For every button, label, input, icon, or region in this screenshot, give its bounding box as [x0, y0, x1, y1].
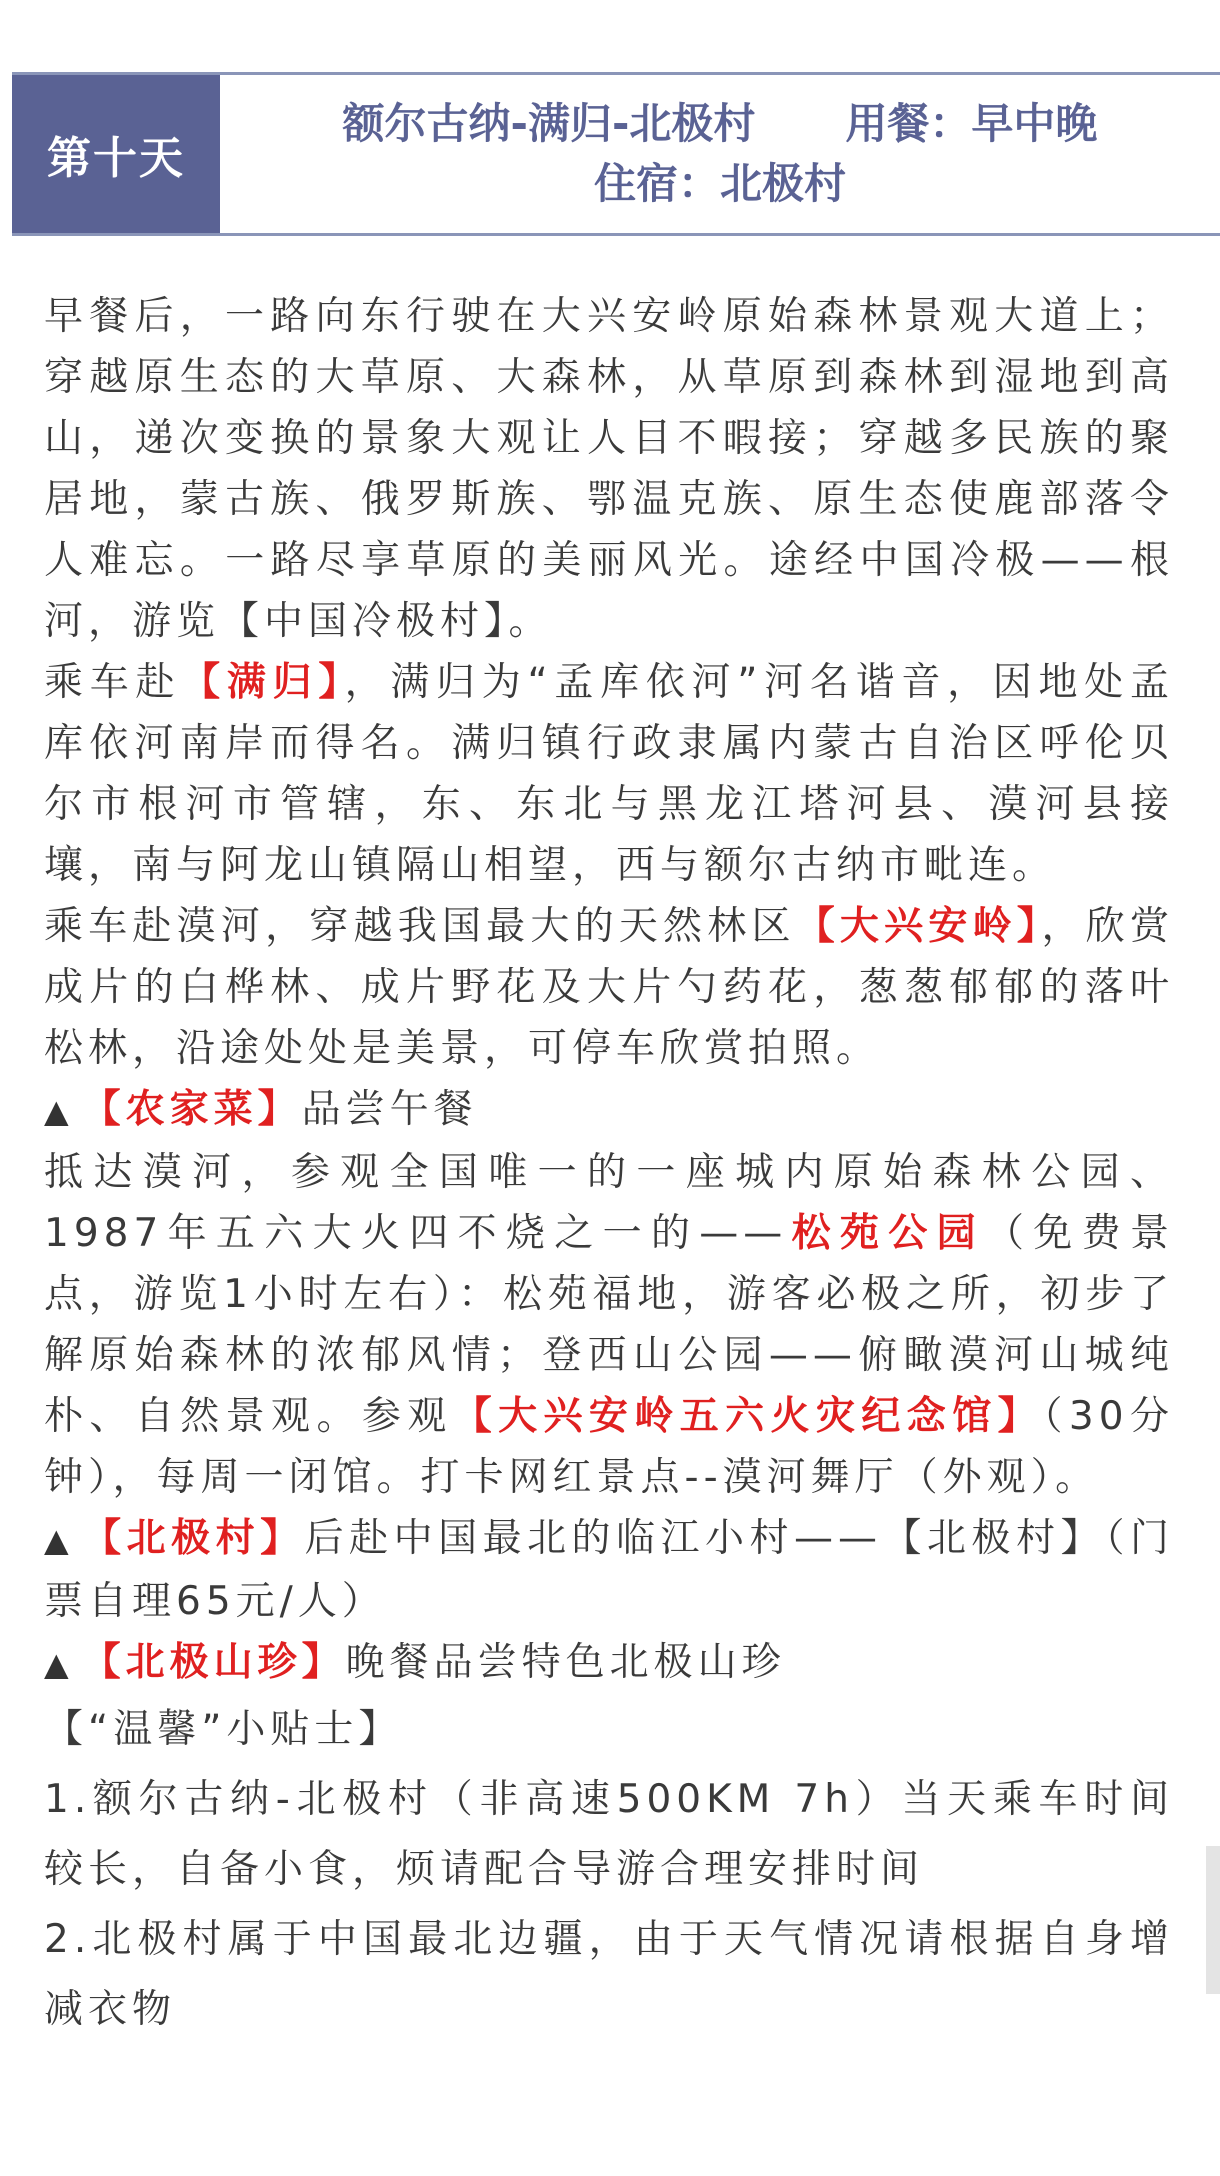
tips-title: 【“温馨”小贴士】: [44, 1707, 403, 1752]
paragraph-mangui: [44, 652, 1174, 896]
paragraph-breakfast: 早餐后，一路向东行驶在大兴安岭原始森林景观大道上；穿越原生态的大草原、大森林，从草原到森林到湿地到高山，递次变换的景象大观让人目不暇接；穿越多民族的聚居地，蒙古族、俄罗斯族、鄂温克族、原生态使鹿部落令人难忘。一路尽享草原的美丽风光。途经中国冷极——根河，游览【中国冷极村】。: [44, 294, 1174, 644]
route-title: 额尔古纳-满归-北极村: [342, 99, 756, 148]
text: 晚餐品尝特色北极山珍: [345, 1640, 786, 1685]
paragraph-dinner: [44, 1632, 1174, 1695]
itinerary-content: [44, 286, 1174, 2045]
day-header: [12, 72, 1220, 236]
highlight-mangui: 【满归】: [181, 660, 345, 705]
text: 乘车赴漠河，穿越我国最大的天然林区: [44, 904, 796, 949]
meals-info: 用餐：早中晚: [845, 99, 1098, 148]
triangle-icon: ▲: [44, 1521, 75, 1559]
highlight-fire-memorial: 【大兴安岭五六火灾纪念馆】: [452, 1394, 1044, 1439]
text: 品尝午餐: [301, 1087, 478, 1132]
paragraph-lunch: [44, 1079, 1174, 1142]
paragraph-daxinganling: [44, 896, 1174, 1079]
highlight-mountain-delicacies: 【北极山珍】: [81, 1640, 346, 1685]
scrollbar-thumb[interactable]: [1206, 1846, 1220, 1994]
highlight-daxinganling: 【大兴安岭】: [795, 904, 1042, 949]
tips-section: [44, 1695, 1174, 2045]
text: （免费景点，游览1小时左右）：松苑福地，游客必极之所，初步了解原始森林的浓郁风情；登西山公园——俯瞰漠河山城纯朴、自然景观。参观: [44, 1211, 1174, 1439]
highlight-beiji-village: 【北极村】: [82, 1516, 305, 1561]
text: 后赴中国最北的临江小村——【北极村】（门票自理65元/人）: [44, 1516, 1174, 1624]
paragraph-beiji-village: [44, 1508, 1174, 1632]
highlight-farm-food: 【农家菜】: [81, 1087, 302, 1132]
text: ，满归为“孟库依河”河名谐音，因地处孟库依河南岸而得名。满归镇行政隶属内蒙古自治区呼伦贝尔市根河市管辖，东、东北与黑龙江塔河县、漠河县接壤，南与阿龙山镇隔山相望，西与额尔古纳市毗连。: [44, 660, 1174, 888]
text: ，欣赏成片的白桦林、成片野花及大片勺药花，葱葱郁郁的落叶松林，沿途处处是美景，可停车欣赏拍照。: [44, 904, 1174, 1071]
route-meals-row: [343, 94, 1098, 154]
paragraph-mohe: [44, 1142, 1174, 1508]
text: 抵达漠河，参观全国唯一的一座城内原始森林公园、1987年五六大火四不烧之一的——: [44, 1150, 1174, 1256]
day-summary: [220, 75, 1220, 233]
text: 乘车赴: [44, 660, 182, 705]
triangle-icon: ▲: [44, 1092, 74, 1130]
triangle-icon: ▲: [44, 1645, 74, 1683]
text: （30分钟），每周一闭馆。打卡网红景点--漠河舞厅（外观）。: [44, 1394, 1174, 1500]
tip-item: 2.北极村属于中国最北边疆，由于天气情况请根据自身增减衣物: [44, 1917, 1174, 2032]
highlight-songyuan-park: 松苑公园: [787, 1211, 985, 1256]
tip-item: 1.额尔古纳-北极村（非高速500KM 7h）当天乘车时间较长，自备小食，烦请配合导游合理安排时间: [44, 1777, 1174, 1892]
lodging-info: 住宿：北极村: [593, 159, 846, 208]
day-badge: 第十天: [12, 75, 220, 233]
